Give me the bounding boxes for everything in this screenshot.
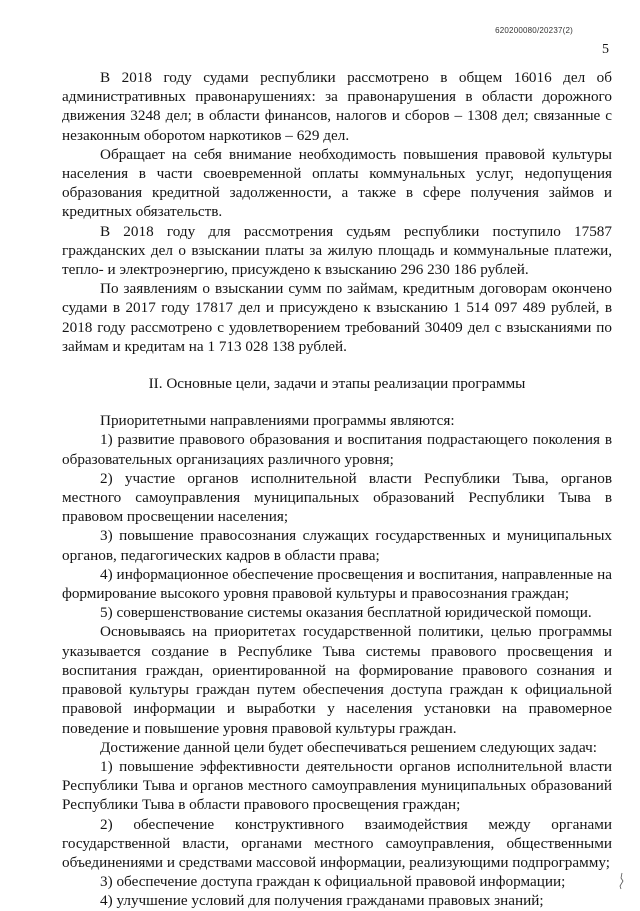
paragraph-admin-cases: В 2018 году судами республики рассмотрено в общем 16016 дел об административных правонарушениях: за правонарушения в области дорожного движения 3248 дел; в области финансов, налогов и сборов – 1308 дел; связанные с незаконным оборотом наркотиков – 629 дел. — [62, 69, 612, 144]
document-id: 620200080/20237(2) — [495, 26, 573, 35]
priority-item: 5) совершенствование системы оказания бесплатной юридической помощи. — [100, 604, 592, 622]
task-item: 4) улучшение условий для получения гражданами правовых знаний; — [100, 892, 544, 910]
task-item: 1) повышение эффективности деятельности органов исполнительной власти Республики Тыва и органов местного самоуправления муниципальных образований Республики Тыва в области правового просвещения граждан; — [62, 757, 612, 814]
page-body — [62, 68, 612, 911]
priority-item: 1) развитие правового образования и воспитания подрастающего поколения в образовательных организациях различного уровня; — [62, 431, 612, 468]
task-item: 2) обеспечение конструктивного взаимодействия между органами государственной власти, органами местного самоуправления, общественными объединениями и средствами массовой информации, реализующими подпрограмму; — [62, 815, 612, 871]
priority-item: 4) информационное обеспечение просвещения и воспитания, направленные на формирование высокого уровня правовой культуры и правосознания граждан; — [62, 565, 612, 603]
paragraph-loan-cases: По заявлениям о взыскании сумм по займам, кредитным договорам окончено судами в 2017 году 17817 дел и присуждено к взысканию 1 514 097 489 рублей, в 2018 году рассмотрено с удовлетворением требований 30409 дел с взысканиями по займам и кредитам на 1 713 028 138 рублей. — [62, 280, 612, 355]
section-heading: II. Основные цели, задачи и этапы реализации программы — [148, 375, 526, 393]
tasks-intro: Достижение данной цели будет обеспечиваться решением следующих задач: — [100, 738, 597, 756]
priority-item: 2) участие органов исполнительной власти Республики Тыва, органов местного самоуправления муниципальных образований Республики Тыва в правовом просвещении населения; — [62, 469, 612, 526]
page-number: 5 — [602, 42, 609, 57]
priorities-intro: Приоритетными направлениями программы являются: — [100, 412, 455, 430]
scan-mark — [618, 872, 624, 890]
task-item: 3) обеспечение доступа граждан к официальной правовой информации; — [100, 873, 566, 891]
goal-paragraph: Основываясь на приоритетах государственной политики, целью программы указывается создание в Республике Тыва системы правового просвещения и воспитания граждан, ориентированной на формирование правового сознания и правовой культуры граждан путем обеспечения доступа граждан к официальной правовой информации и выработки у населения установки на правомерное поведение и повышение уровня правовой культуры граждан. — [62, 623, 612, 737]
priority-item: 3) повышение правосознания служащих государственных и муниципальных органов, педагогических кадров в области права; — [62, 527, 612, 564]
paragraph-legal-culture: Обращает на себя внимание необходимость повышения правовой культуры населения в части своевременной оплаты коммунальных услуг, недопущения образования кредитной задолженности, а также в сфере получения займов и кредитных обязательств. — [62, 145, 612, 221]
paragraph-civil-cases: В 2018 году для рассмотрения судьям республики поступило 17587 гражданских дел о взыскании платы за жилую площадь и коммунальные платежи, тепло- и электроэнергию, присуждено к взысканию 296 230 186 рублей. — [62, 222, 612, 279]
